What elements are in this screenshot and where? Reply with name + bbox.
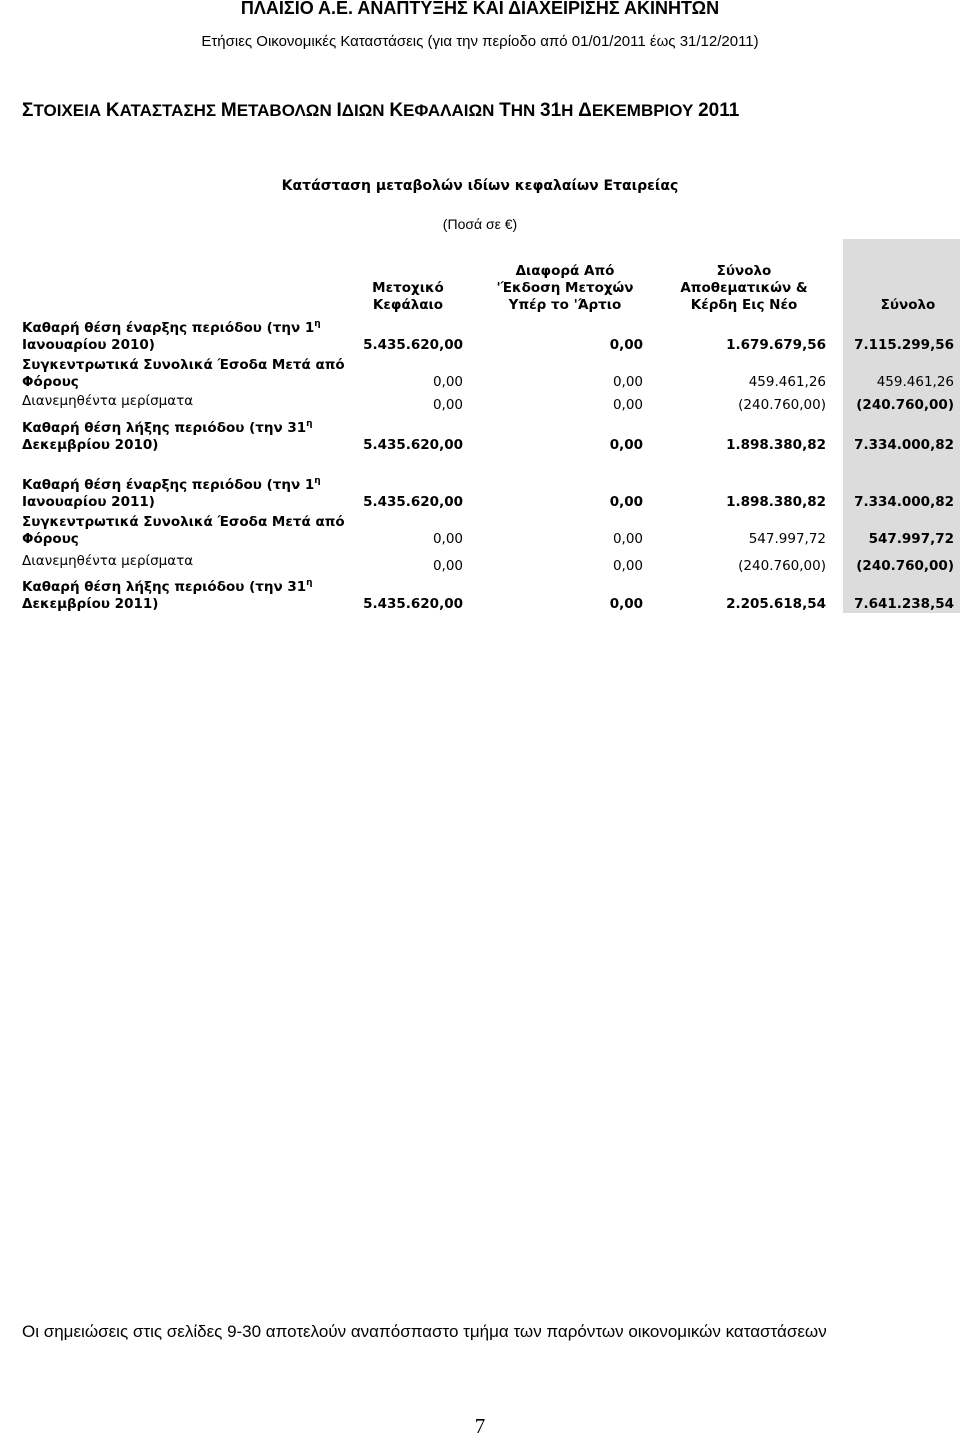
cell-total: 459.461,26 xyxy=(876,374,954,390)
cell-total: 7.334.000,82 xyxy=(854,437,954,453)
cell-share-capital: 5.435.620,00 xyxy=(363,494,463,510)
row-label: Καθαρή θέση λήξης περιόδου (την $31^\eta$ xyxy=(22,578,313,595)
cell-total: 7.641.238,54 xyxy=(854,596,954,612)
cell-share-premium: 0,00 xyxy=(609,596,643,612)
cell-share-capital: 0,00 xyxy=(432,531,463,547)
cell-share-premium: 0,00 xyxy=(612,397,643,413)
cell-total: 7.334.000,82 xyxy=(854,494,954,510)
cell-reserves: 2.205.618,54 xyxy=(726,596,826,612)
cell-reserves: 459.461,26 xyxy=(748,374,826,390)
cell-total: 7.115.299,56 xyxy=(854,337,954,353)
notes-disclaimer: Οι σημειώσεις στις σελίδες 9-30 αποτελούν αναπόσπαστο τμήμα των παρόντων οικονομικών καταστάσεων xyxy=(22,1322,827,1341)
statement-heading: ΣΤΟΙΧΕΙΑ ΚΑΤΑΣΤΑΣΗΣ ΜΕΤΑΒΟΛΩΝ ΙΔΙΩΝ ΚΕΦΑΛΑΙΩΝ ΤΗΝ 31Η ΔΕΚΕΜΒΡΙΟΥ 2011 xyxy=(22,100,740,121)
row-label: Διανεμηθέντα μερίσματα xyxy=(22,553,194,569)
cell-share-premium: 0,00 xyxy=(609,494,643,510)
cell-share-capital: 5.435.620,00 xyxy=(363,596,463,612)
row-label: Δεκεμβρίου 2011) xyxy=(22,596,159,612)
cell-share-capital: 0,00 xyxy=(432,397,463,413)
row-label: Καθαρή θέση έναρξης περιόδου (την $1^\eta$ xyxy=(22,319,321,336)
row-label: Καθαρή θέση λήξης περιόδου (την $31^\eta$ xyxy=(22,419,313,436)
cell-share-premium: 0,00 xyxy=(612,531,643,547)
company-title: ΠΛΑΙΣΙΟ Α.Ε. ΑΝΑΠΤΥΞΗΣ ΚΑΙ ΔΙΑΧΕΙΡΙΣΗΣ ΑΚΙΝΗΤΩΝ xyxy=(240,0,720,18)
cell-share-premium: 0,00 xyxy=(609,337,643,353)
row-label: Συγκεντρωτικά Συνολικά Έσοδα Μετά από xyxy=(22,514,345,530)
cell-reserves: 547.997,72 xyxy=(748,531,826,547)
cell-total: (240.760,00) xyxy=(856,558,954,574)
cell-share-capital: 5.435.620,00 xyxy=(363,337,463,353)
cell-share-capital: 5.435.620,00 xyxy=(363,437,463,453)
cell-reserves: 1.679.679,56 xyxy=(726,337,826,353)
cell-share-premium: 0,00 xyxy=(612,374,643,390)
total-column-shading xyxy=(843,239,960,613)
cell-share-capital: 0,00 xyxy=(432,558,463,574)
page-number: 7 xyxy=(474,1414,486,1438)
row-label: Διανεμηθέντα μερίσματα xyxy=(22,393,194,409)
cell-total: (240.760,00) xyxy=(856,397,954,413)
row-label: Ιανουαρίου 2011) xyxy=(22,494,155,510)
cell-share-premium: 0,00 xyxy=(612,558,643,574)
cell-total: 547.997,72 xyxy=(868,531,954,547)
cell-reserves: (240.760,00) xyxy=(738,397,826,413)
cell-share-capital: 0,00 xyxy=(432,374,463,390)
currency-note: (Ποσά σε €) xyxy=(442,216,518,232)
statements-period: Ετήσιες Οικονομικές Καταστάσεις (για την περίοδο από 01/01/2011 έως 31/12/2011) xyxy=(201,33,759,50)
row-label: Συγκεντρωτικά Συνολικά Έσοδα Μετά από xyxy=(22,357,345,373)
column-header-total: Σύνολο xyxy=(880,297,936,313)
cell-reserves: 1.898.380,82 xyxy=(726,437,826,453)
column-header-reserves: Σύνολο Αποθεματικών & Κέρδη Εις Νέο xyxy=(680,263,808,313)
column-header-share-premium: Διαφορά Από 'Έκδοση Μετοχών Υπέρ το 'Άρτιο xyxy=(496,263,634,313)
column-header-share-capital: Μετοχικό Κεφάλαιο xyxy=(372,280,444,313)
cell-reserves: (240.760,00) xyxy=(738,558,826,574)
table-subtitle: Κατάσταση μεταβολών ιδίων κεφαλαίων Εταιρείας xyxy=(281,178,679,194)
row-label: Φόρους xyxy=(22,531,79,547)
cell-reserves: 1.898.380,82 xyxy=(726,494,826,510)
row-label: Ιανουαρίου 2010) xyxy=(22,337,155,353)
row-label: Δεκεμβρίου 2010) xyxy=(22,437,159,453)
row-label: Καθαρή θέση έναρξης περιόδου (την $1^\eta$ xyxy=(22,476,321,493)
row-label: Φόρους xyxy=(22,374,79,390)
cell-share-premium: 0,00 xyxy=(609,437,643,453)
